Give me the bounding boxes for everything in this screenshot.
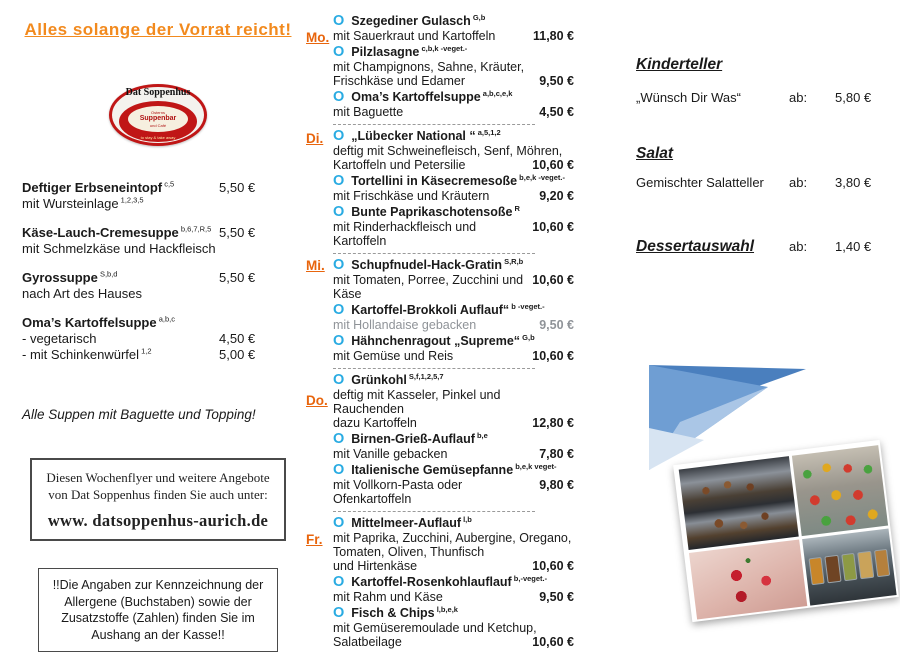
dish-price: 10,60 € — [532, 220, 574, 234]
dish-title: Fisch & Chips — [351, 606, 435, 620]
soup-variant-row — [22, 347, 294, 363]
soup-price: 5,50 € — [219, 225, 256, 240]
dish-title: Pilzlasagne — [351, 45, 420, 59]
allergen-line: Aushang an der Kasse!! — [91, 627, 225, 642]
dish-title-row — [333, 90, 574, 105]
dish-description — [333, 273, 574, 301]
soup-additive-codes: 1,2 — [139, 346, 152, 356]
soup-price: 5,50 € — [219, 180, 256, 195]
dish-price: 10,60 € — [532, 158, 574, 172]
dish-description-text: dazu Kartoffeln — [333, 416, 417, 430]
dish-price: 10,60 € — [532, 559, 574, 573]
day-label: Mi. — [306, 258, 325, 273]
dish-marker-icon: O — [333, 462, 345, 478]
soup-name-cell — [22, 270, 219, 286]
dish-allergen-codes: G,b — [470, 12, 486, 22]
dish-allergen-codes: R — [512, 203, 520, 213]
dish-allergen-codes: b,e,k veget- — [513, 461, 557, 471]
kinderteller-price: 5,80 € — [835, 90, 872, 105]
dish-title: Kartoffel-Brokkoli Auflauf“ — [351, 303, 510, 317]
day-label: Mo. — [306, 30, 330, 45]
restaurant-logo — [109, 84, 207, 146]
dish-title: Italienische Gemüsepfanne — [351, 463, 514, 477]
soup-variant-row — [22, 331, 294, 347]
dish-description-text: mit Hollandaise gebacken — [333, 318, 477, 332]
buffet-tray — [874, 549, 891, 578]
dish-allergen-codes: G,b — [520, 332, 535, 342]
ab-label: ab: — [789, 175, 808, 190]
dish-title-row — [333, 432, 574, 447]
dish-title-row — [333, 463, 574, 478]
dish-price: 7,80 € — [539, 447, 574, 461]
dish-price: 4,50 € — [539, 105, 574, 119]
dish-marker-icon: O — [333, 302, 345, 318]
dish-description: deftig mit Schweinefleisch, Senf, Möhren, — [333, 144, 563, 158]
soup-item — [22, 270, 294, 302]
soup-description: nach Art des Hauses — [22, 286, 142, 301]
website-box-line2: von Dat Soppenhus finden Sie auch unter: — [48, 487, 268, 502]
dish-description — [333, 590, 574, 604]
soup-name-row — [22, 180, 294, 196]
buffet-tray — [825, 555, 842, 584]
dish-title-row — [333, 373, 574, 388]
soup-name-cell — [22, 315, 219, 331]
dish-description-text: mit Gemüse und Reis — [333, 349, 454, 363]
soup-additive-codes: 1,2,3,5 — [118, 195, 144, 205]
day-separator — [333, 511, 535, 512]
dish-marker-icon: O — [333, 605, 345, 621]
soup-description: mit Wursteinlage $^{1,2,3,5}$ — [22, 195, 144, 211]
dish-description — [333, 220, 574, 248]
dish-price: 9,20 € — [539, 189, 574, 203]
dish-marker-icon: O — [333, 574, 345, 590]
day-separator — [333, 368, 535, 369]
day-label: Di. — [306, 131, 324, 146]
dish-title: Bunte Paprikaschotensoße — [351, 205, 513, 219]
day-label: Do. — [306, 393, 328, 408]
ab-label: ab: — [789, 90, 808, 105]
dish-title-row — [333, 516, 574, 531]
photo-buffet-counter — [802, 529, 897, 606]
dish-description-text: mit Vanille gebacken — [333, 447, 448, 461]
website-url: www. datsoppenhus-aurich.de — [47, 511, 269, 530]
allergen-box — [38, 568, 278, 652]
dish-description — [333, 478, 574, 506]
logo-sub-main: Suppenbar — [139, 115, 177, 122]
dish-description-text: und Hirtenkäse — [333, 559, 418, 573]
salat-price: 3,80 € — [835, 175, 872, 190]
soup-name-row — [22, 315, 294, 331]
dish-title: Schupfnudel-Hack-Gratin — [351, 258, 502, 272]
dish-description-text: Kartoffeln und Petersilie — [333, 158, 466, 172]
dish-marker-icon: O — [333, 44, 345, 60]
dish-allergen-codes: l,b,e,k — [434, 604, 458, 614]
dish-description-text: mit Sauerkraut und Kartoffeln — [333, 29, 496, 43]
day-block-mo — [306, 14, 574, 119]
dish-description: mit Champignons, Sahne, Kräuter, — [333, 60, 525, 74]
dish-description-text: Frischkäse und Edamer — [333, 74, 466, 88]
day-label: Fr. — [306, 532, 323, 547]
dish-description — [333, 559, 574, 573]
photo-strawberries — [689, 540, 807, 620]
dish-description-text: mit Baguette — [333, 105, 404, 119]
dish-allergen-codes: S,f,1,2,5,7 — [406, 371, 444, 381]
soup-item — [22, 180, 294, 212]
soup-variant-label: - vegetarisch — [22, 331, 97, 346]
day-separator — [333, 253, 535, 254]
dish-marker-icon: O — [333, 13, 345, 29]
dish-price: 10,60 € — [532, 349, 574, 363]
dish-marker-icon: O — [333, 333, 345, 349]
soup-name: Deftiger Erbseneintopf — [22, 180, 163, 195]
ab-label: ab: — [789, 239, 808, 254]
dish-description-text: mit Rahm und Käse — [333, 590, 443, 604]
buffet-tray — [841, 553, 858, 582]
dish-allergen-codes: b,e — [474, 430, 488, 440]
dish-allergen-codes: c,b,k -veget.- — [419, 43, 468, 53]
dish-title-row — [333, 129, 574, 144]
dish-marker-icon: O — [333, 431, 345, 447]
weekly-menu — [306, 12, 574, 649]
soup-name-row — [22, 225, 294, 241]
dish-description: deftig mit Kasseler, Pinkel und Rauchenden — [333, 388, 501, 416]
soup-list — [22, 180, 294, 363]
allergen-line: Allergene (Buchstaben) sowie der — [64, 594, 252, 609]
day-block-mi — [306, 258, 574, 363]
day-block-do — [306, 373, 574, 506]
soup-item — [22, 315, 294, 363]
kinderteller-item: „Wünsch Dir Was“ — [636, 90, 741, 105]
dish-marker-icon: O — [333, 173, 345, 189]
dish-price: 9,50 € — [539, 318, 574, 332]
right-column — [636, 56, 892, 256]
dish-title: Kartoffel-Rosenkohlauflauf — [351, 575, 512, 589]
dish-description — [333, 74, 574, 88]
dish-title-row — [333, 334, 574, 349]
logo-name: Dat Soppenhus — [125, 87, 191, 98]
dish-allergen-codes: b,-veget.- — [511, 573, 548, 583]
dish-description — [333, 416, 574, 430]
soup-variant-price: 4,50 € — [219, 331, 256, 346]
dish-description-text: Salatbeilage — [333, 635, 402, 649]
dish-description — [333, 105, 574, 119]
dish-allergen-codes: b -veget.- — [509, 301, 545, 311]
dish-title-row — [333, 258, 574, 273]
dish-marker-icon: O — [333, 204, 345, 220]
dish-price: 12,80 € — [532, 416, 574, 430]
dish-title: Szegediner Gulasch — [351, 14, 471, 28]
section-heading-salat: Salat — [636, 145, 674, 162]
dish-allergen-codes: a,5,1,2 — [475, 127, 501, 137]
dish-title: Birnen-Grieß-Auflauf — [351, 432, 475, 446]
soup-name-cell — [22, 225, 219, 241]
left-column — [22, 20, 294, 652]
dish-price: 9,50 € — [539, 74, 574, 88]
dish-description — [333, 635, 574, 649]
dish-description — [333, 29, 574, 43]
dish-allergen-codes: S,R,b — [502, 256, 524, 266]
dish-description-text: mit Vollkorn-Pasta oder Ofenkartoffeln — [333, 478, 463, 506]
dish-title-row — [333, 205, 574, 220]
dish-description — [333, 318, 574, 332]
dish-description — [333, 349, 574, 363]
dish-marker-icon: O — [333, 89, 345, 105]
dish-description — [333, 447, 574, 461]
soup-name: Oma’s Kartoffelsuppe — [22, 315, 157, 330]
dish-description-text: mit Tomaten, Porree, Zucchini und Käse — [333, 273, 524, 301]
dish-price: 9,80 € — [539, 478, 574, 492]
photo-meatballs-tray — [679, 456, 799, 550]
day-block-fr — [306, 516, 574, 649]
dish-description — [333, 158, 574, 172]
website-box — [30, 458, 286, 541]
section-heading-kinderteller: Kinderteller — [636, 56, 723, 73]
soup-allergen-codes: b,6,7,R,5 — [178, 224, 212, 234]
dish-marker-icon: O — [333, 515, 345, 531]
kinderteller-row — [636, 90, 892, 105]
dish-price: 10,60 € — [532, 273, 574, 287]
dish-marker-icon: O — [333, 372, 345, 388]
salat-item: Gemischter Salatteller — [636, 175, 764, 190]
soup-variant-price: 5,00 € — [219, 347, 256, 362]
dish-description: Tomaten, Oliven, Thunfisch — [333, 545, 485, 559]
dish-allergen-codes: l,b — [461, 514, 472, 524]
soups-note: Alle Suppen mit Baguette und Topping! — [22, 407, 256, 422]
allergen-line: !!Die Angaben zur Kennzeichnung der — [52, 578, 264, 592]
dish-description — [333, 189, 574, 203]
dish-title: Oma’s Kartoffelsuppe — [351, 90, 481, 104]
dish-title-row — [333, 606, 574, 621]
dish-allergen-codes: a,b,c,e,k — [480, 88, 513, 98]
logo-sub-small: Osterns — [150, 110, 165, 115]
soup-price: 5,50 € — [219, 270, 256, 285]
dish-description: mit Gemüseremoulade und Ketchup, — [333, 621, 537, 635]
dish-title-row — [333, 303, 574, 318]
soup-name-row — [22, 270, 294, 286]
logo-center — [128, 106, 188, 132]
dish-description: mit Paprika, Zucchini, Aubergine, Oregano, — [333, 531, 572, 545]
logo-sub-sub: und Café — [149, 123, 167, 128]
dish-price: 10,60 € — [532, 635, 574, 649]
dish-price: 9,50 € — [539, 590, 574, 604]
dish-title: Hähnchenragout „Supreme“ — [351, 334, 521, 348]
logo-inner-oval — [119, 101, 197, 142]
soup-name: Gyrossuppe — [22, 270, 98, 285]
dish-title-row — [333, 174, 574, 189]
dish-description-text: mit Frischkäse und Kräutern — [333, 189, 490, 203]
soup-item — [22, 225, 294, 257]
dish-marker-icon: O — [333, 128, 345, 144]
dish-title: Tortellini in Käsecremesoße — [351, 174, 518, 188]
dish-title: Grünkohl — [351, 373, 407, 387]
day-block-di — [306, 129, 574, 248]
dessert-row — [636, 238, 892, 256]
buffet-tray — [857, 551, 874, 580]
dish-title-row — [333, 575, 574, 590]
soup-name-cell — [22, 180, 219, 196]
soup-allergen-codes: S,b,d — [97, 269, 118, 279]
soup-description: mit Schmelzkäse und Hackfleisch — [22, 241, 216, 256]
soup-name: Käse-Lauch-Cremesuppe — [22, 225, 179, 240]
buffet-tray — [808, 557, 825, 586]
dish-title: „Lübecker National “ — [351, 129, 476, 143]
allergen-line: Zusatzstoffe (Zahlen) finden Sie im — [61, 611, 255, 625]
logo-band-text: to stay & take away — [140, 135, 176, 140]
dish-description-text: mit Rinderhackfleisch und Kartoffeln — [333, 220, 477, 248]
dessert-price: 1,40 € — [835, 239, 872, 254]
day-separator — [333, 124, 535, 125]
banner-heading: Alles solange der Vorrat reicht! — [24, 20, 292, 39]
photo-stuffed-peppers — [792, 445, 888, 536]
section-heading-dessert: Dessertauswahl — [636, 238, 755, 255]
dish-title-row — [333, 14, 574, 29]
soup-allergen-codes: c,5 — [162, 179, 175, 189]
website-box-line1: Diesen Wochenflyer und weitere Angebote — [46, 470, 270, 485]
dish-title-row — [333, 45, 574, 60]
food-photo-collage — [673, 440, 899, 622]
dish-allergen-codes: b,e,k -veget.- — [517, 172, 566, 182]
dish-title: Mittelmeer-Auflauf — [351, 516, 462, 530]
salat-row — [636, 175, 892, 190]
dish-marker-icon: O — [333, 257, 345, 273]
dish-price: 11,80 € — [532, 29, 574, 43]
soup-variant-label: - mit Schinkenwürfel $^{1,2}$ — [22, 346, 152, 362]
soup-allergen-codes: a,b,c — [156, 314, 175, 324]
